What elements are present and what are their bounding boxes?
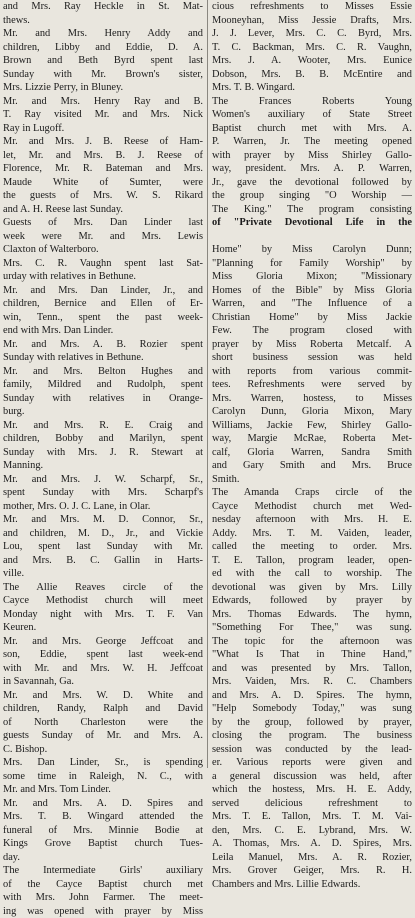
text-line: and Mrs. Ray Heckle in St. Mat- [3,0,203,14]
text-line: Mrs. T. B. Wingard. [212,81,412,95]
text-line: Mr. and Mrs. J. W. Scharpf, Sr., [3,473,203,487]
text-line: Mr. and Mrs. R. E. Craig and [3,419,203,433]
text-line: Mr. and Mrs. M. D. Connor, Sr., [3,513,203,527]
text-line: J. J. Lever, Mrs. C. C. Byrd, Mrs. [212,27,412,41]
text-line: The Amanda Craps circle of the [212,486,412,500]
text-line: The topic for the afternoon was [212,635,412,649]
text-line: The Allie Reaves circle of the [3,581,203,595]
text-line: Home" by Miss Carolyn Dunn; [212,243,412,257]
text-line: Keuren. [3,621,203,635]
text-line: Manning. [3,459,203,473]
text-line: and Mrs. A. D. Spires. The hymn, [212,689,412,703]
text-line: and children, M. D., Jr., and Vickie [3,527,203,541]
text-line: called the meeting to order. Mrs. [212,540,412,554]
text-line: Sunday with Mr. Brown's sister, [3,68,203,82]
text-line: Mrs. Lizzie Perry, in Bluney. [3,81,203,95]
text-line: children, Randy, Ralph and David [3,702,203,716]
text-line: "Planning for Family Worship" by [212,257,412,271]
text-line: Cayce Methodist church will meet [3,594,203,608]
text-line: Edwards, followed by prayer by [212,594,412,608]
text-line: Mrs. Thomas Edwards. The hymn, [212,608,412,622]
text-line: Brown and Beth Byrd spent last [3,54,203,68]
text-line: tees. Refreshments were served by [212,378,412,392]
text-line: end with Mrs. Dan Linder. [3,324,203,338]
text-line: ing was opened with prayer by Miss [3,905,203,918]
text-line: session was conducted by the lead- [212,743,412,757]
text-line: Mr. and Mrs. J. B. Reese of Ham- [3,135,203,149]
text-line: of North Charleston were the [3,716,203,730]
text-line: with Mrs. John Farmer. The meet- [3,891,203,905]
text-line: Miss Gloria Mixon; "Missionary [212,270,412,284]
text-line: Mr. and Mrs. Henry Ray and B. [3,95,203,109]
text-line: with prayer by Miss Shirley Gallo- [212,149,412,163]
text-line: Mrs. Warren, hostess, to Misses [212,392,412,406]
text-line: P. Warren, Jr. The meeting opened [212,135,412,149]
text-line: devotional was given by Mrs. Lilly [212,581,412,595]
text-line: children, Libby and Eddie, D. A. [3,41,203,55]
text-line: Mrs. Grover Geiger, Mrs. R. H. [212,864,412,878]
text-line: with reports from various commit- [212,365,412,379]
text-line: which the hostess, Mrs. H. E. Addy, [212,783,412,797]
text-line: day. [3,851,203,865]
text-line: T. Ray visited Mr. and Mrs. Nick [3,108,203,122]
text-line: "Something For Thee," was sung. [212,621,412,635]
text-line: nesday afternoon with Mrs. H. E. [212,513,412,527]
text-line: Mrs. Vaiden, Mrs. R. C. Chambers [212,675,412,689]
text-line: cious refreshments to Misses Essie [212,0,412,14]
text-line: Women's auxiliary of State Street [212,108,412,122]
text-line: "What Is That in Thine Hand," [212,648,412,662]
text-line: Guests of Mrs. Dan Linder last [3,216,203,230]
text-line: Mr. and Mrs. W. D. White and [3,689,203,703]
text-line: Christian Home" by Miss Jackie [212,311,412,325]
text-line: of the Cayce Baptist church met [3,878,203,892]
text-line: den, Mrs. C. E. Lybrand, Mrs. W. [212,824,412,838]
text-line: children, Bobby and Marilyn, spent [3,432,203,446]
text-line: T. C. Backman, Mrs. C. R. Vaughn, [212,41,412,55]
text-line: C. Bishop. [3,743,203,757]
text-line: let, Mr. and Mrs. B. J. Reese of [3,149,203,163]
text-line: Addy. Mrs. T. M. Vaiden, leader, [212,527,412,541]
text-line: way, president. Mrs. A. P. Warren, [212,162,412,176]
text-line: "Help Somebody Today," was sung [212,702,412,716]
text-line: The Frances Roberts Young [212,95,412,109]
text-line: Monday night with Mrs. T. F. Van [3,608,203,622]
text-line: Jr., gave the devotional followed by [212,176,412,190]
text-line: of "Private Devotional Life in the [212,216,412,230]
text-line: Mooneyhan, Miss Jessie Drafts, Mrs. [212,14,412,28]
text-line: Ray in Lugoff. [3,122,203,136]
text-line: win, Tenn., spent the past week- [3,311,203,325]
text-line: calf, Gloria Warren, Sandra Smith [212,446,412,460]
text-line: spent Sunday with Mrs. Scharpf's [3,486,203,500]
text-line: Mr. and Mrs. Belton Hughes and [3,365,203,379]
text-line: closing the program. The business [212,729,412,743]
text-line: Mr. and Mrs. George Jeffcoat and [3,635,203,649]
text-line: Mr. and Mrs. Tom Linder. [3,783,203,797]
text-line: and was presented by Mrs. Tallon, [212,662,412,676]
column-divider [207,0,208,768]
text-line: Mrs. T. E. Tallon, Mrs. T. M. Vai- [212,810,412,824]
text-line: Baptist church met with Mrs. A. [212,122,412,136]
text-line: Florence, Mr. R. Bateman and Mrs. [3,162,203,176]
text-line: Claxton of Walterboro. [3,243,203,257]
text-line: son, Eddie, spent last week-end [3,648,203,662]
text-line: in Savannah, Ga. [3,675,203,689]
text-line: Mr. and Mrs. A. D. Spires and [3,797,203,811]
text-line: children, Bernice and Ellen of Er- [3,297,203,311]
text-line: a general discussion was held, after [212,770,412,784]
text-line: Mr. and Mrs. Henry Addy and [3,27,203,41]
text-line: prayer by Miss Roberta Metcalf. A [212,338,412,352]
text-line: Mr. and Mrs. A. B. Rozier spent [3,338,203,352]
text-line: Sunday with relatives in Bethune. [3,351,203,365]
text-line: some time in Raleigh, N. C., with [3,770,203,784]
text-line: Sunday with relatives in Orange- [3,392,203,406]
right-column [212,0,412,891]
text-line: The Intermediate Girls' auxiliary [3,864,203,878]
text-line: family, Mildred and Rudolph, spent [3,378,203,392]
text-line: burg. [3,405,203,419]
text-line: Mrs. C. R. Vaughn spent last Sat- [3,257,203,271]
text-line: Carolyn Dunn, Gloria Mixon, Mary [212,405,412,419]
text-line: Leila Manuel, Mrs. A. R. Rozier, [212,851,412,865]
text-line: urday with relatives in Bethune. [3,270,203,284]
text-line: Lou, spent last Sunday with Mr. [3,540,203,554]
text-line: guests Sunday of Mr. and Mrs. A. [3,729,203,743]
text-line: Few. The program closed with [212,324,412,338]
text-line: ville. [3,567,203,581]
text-line: Williams, Jackie Few, Shirley Gallo- [212,419,412,433]
text-line: and A. H. Reese last Sunday. [3,203,203,217]
text-line: the group singing "O Worship — [212,189,412,203]
text-line: Mr. and Mrs. Dan Linder, Jr., and [3,284,203,298]
text-line: Dobson, Mrs. B. B. McEntire and [212,68,412,82]
text-line: and Mrs. B. C. Gallin in Harts- [3,554,203,568]
text-line: Warren, and "The Influence of a [212,297,412,311]
text-line: thews. [3,14,203,28]
text-line: Mrs. J. A. Wooter, Mrs. Eunice [212,54,412,68]
text-line: T. E. Tallon, program leader, open- [212,554,412,568]
text-line: served delicious refreshment to [212,797,412,811]
text-line: the guests of Mrs. W. S. Rikard [3,189,203,203]
text-line: way, Margie McRae, Roberta Met- [212,432,412,446]
text-line: Sunday with Mrs. J. R. Stewart at [3,446,203,460]
text-line: Smith. [212,473,412,487]
text-line: Chambers and Mrs. Lillie Edwards. [212,878,412,892]
text-line: Maude White of Sumter, were [3,176,203,190]
text-line: short business session was held [212,351,412,365]
text-line: Homes of the Bible" by Miss Gloria [212,284,412,298]
text-line: Mrs. T. B. Wingard attended the [3,810,203,824]
text-line [212,230,412,244]
text-line: mother, Mrs. O. J. C. Lane, in Olar. [3,500,203,514]
left-column [3,0,203,918]
text-line: with Mr. and Mrs. W. H. Jeffcoat [3,662,203,676]
text-line: funeral of Mrs. Minnie Bodie at [3,824,203,838]
text-line: A. Thomas, Mrs. A. D. Spires, Mrs. [212,837,412,851]
text-line: Mrs. Dan Linder, Sr., is spending [3,756,203,770]
text-line: er. Various reports were given and [212,756,412,770]
text-line: ed with the call to worship. The [212,567,412,581]
text-line: by the group, followed by prayer, [212,716,412,730]
text-line: Kings Grove Baptist church Tues- [3,837,203,851]
text-line: week were Mr. and Mrs. Lewis [3,230,203,244]
text-line: Cayce Methodist church met Wed- [212,500,412,514]
text-line: The King." The program consisting [212,203,412,217]
text-line: and Gary Smith and Mrs. Bruce [212,459,412,473]
